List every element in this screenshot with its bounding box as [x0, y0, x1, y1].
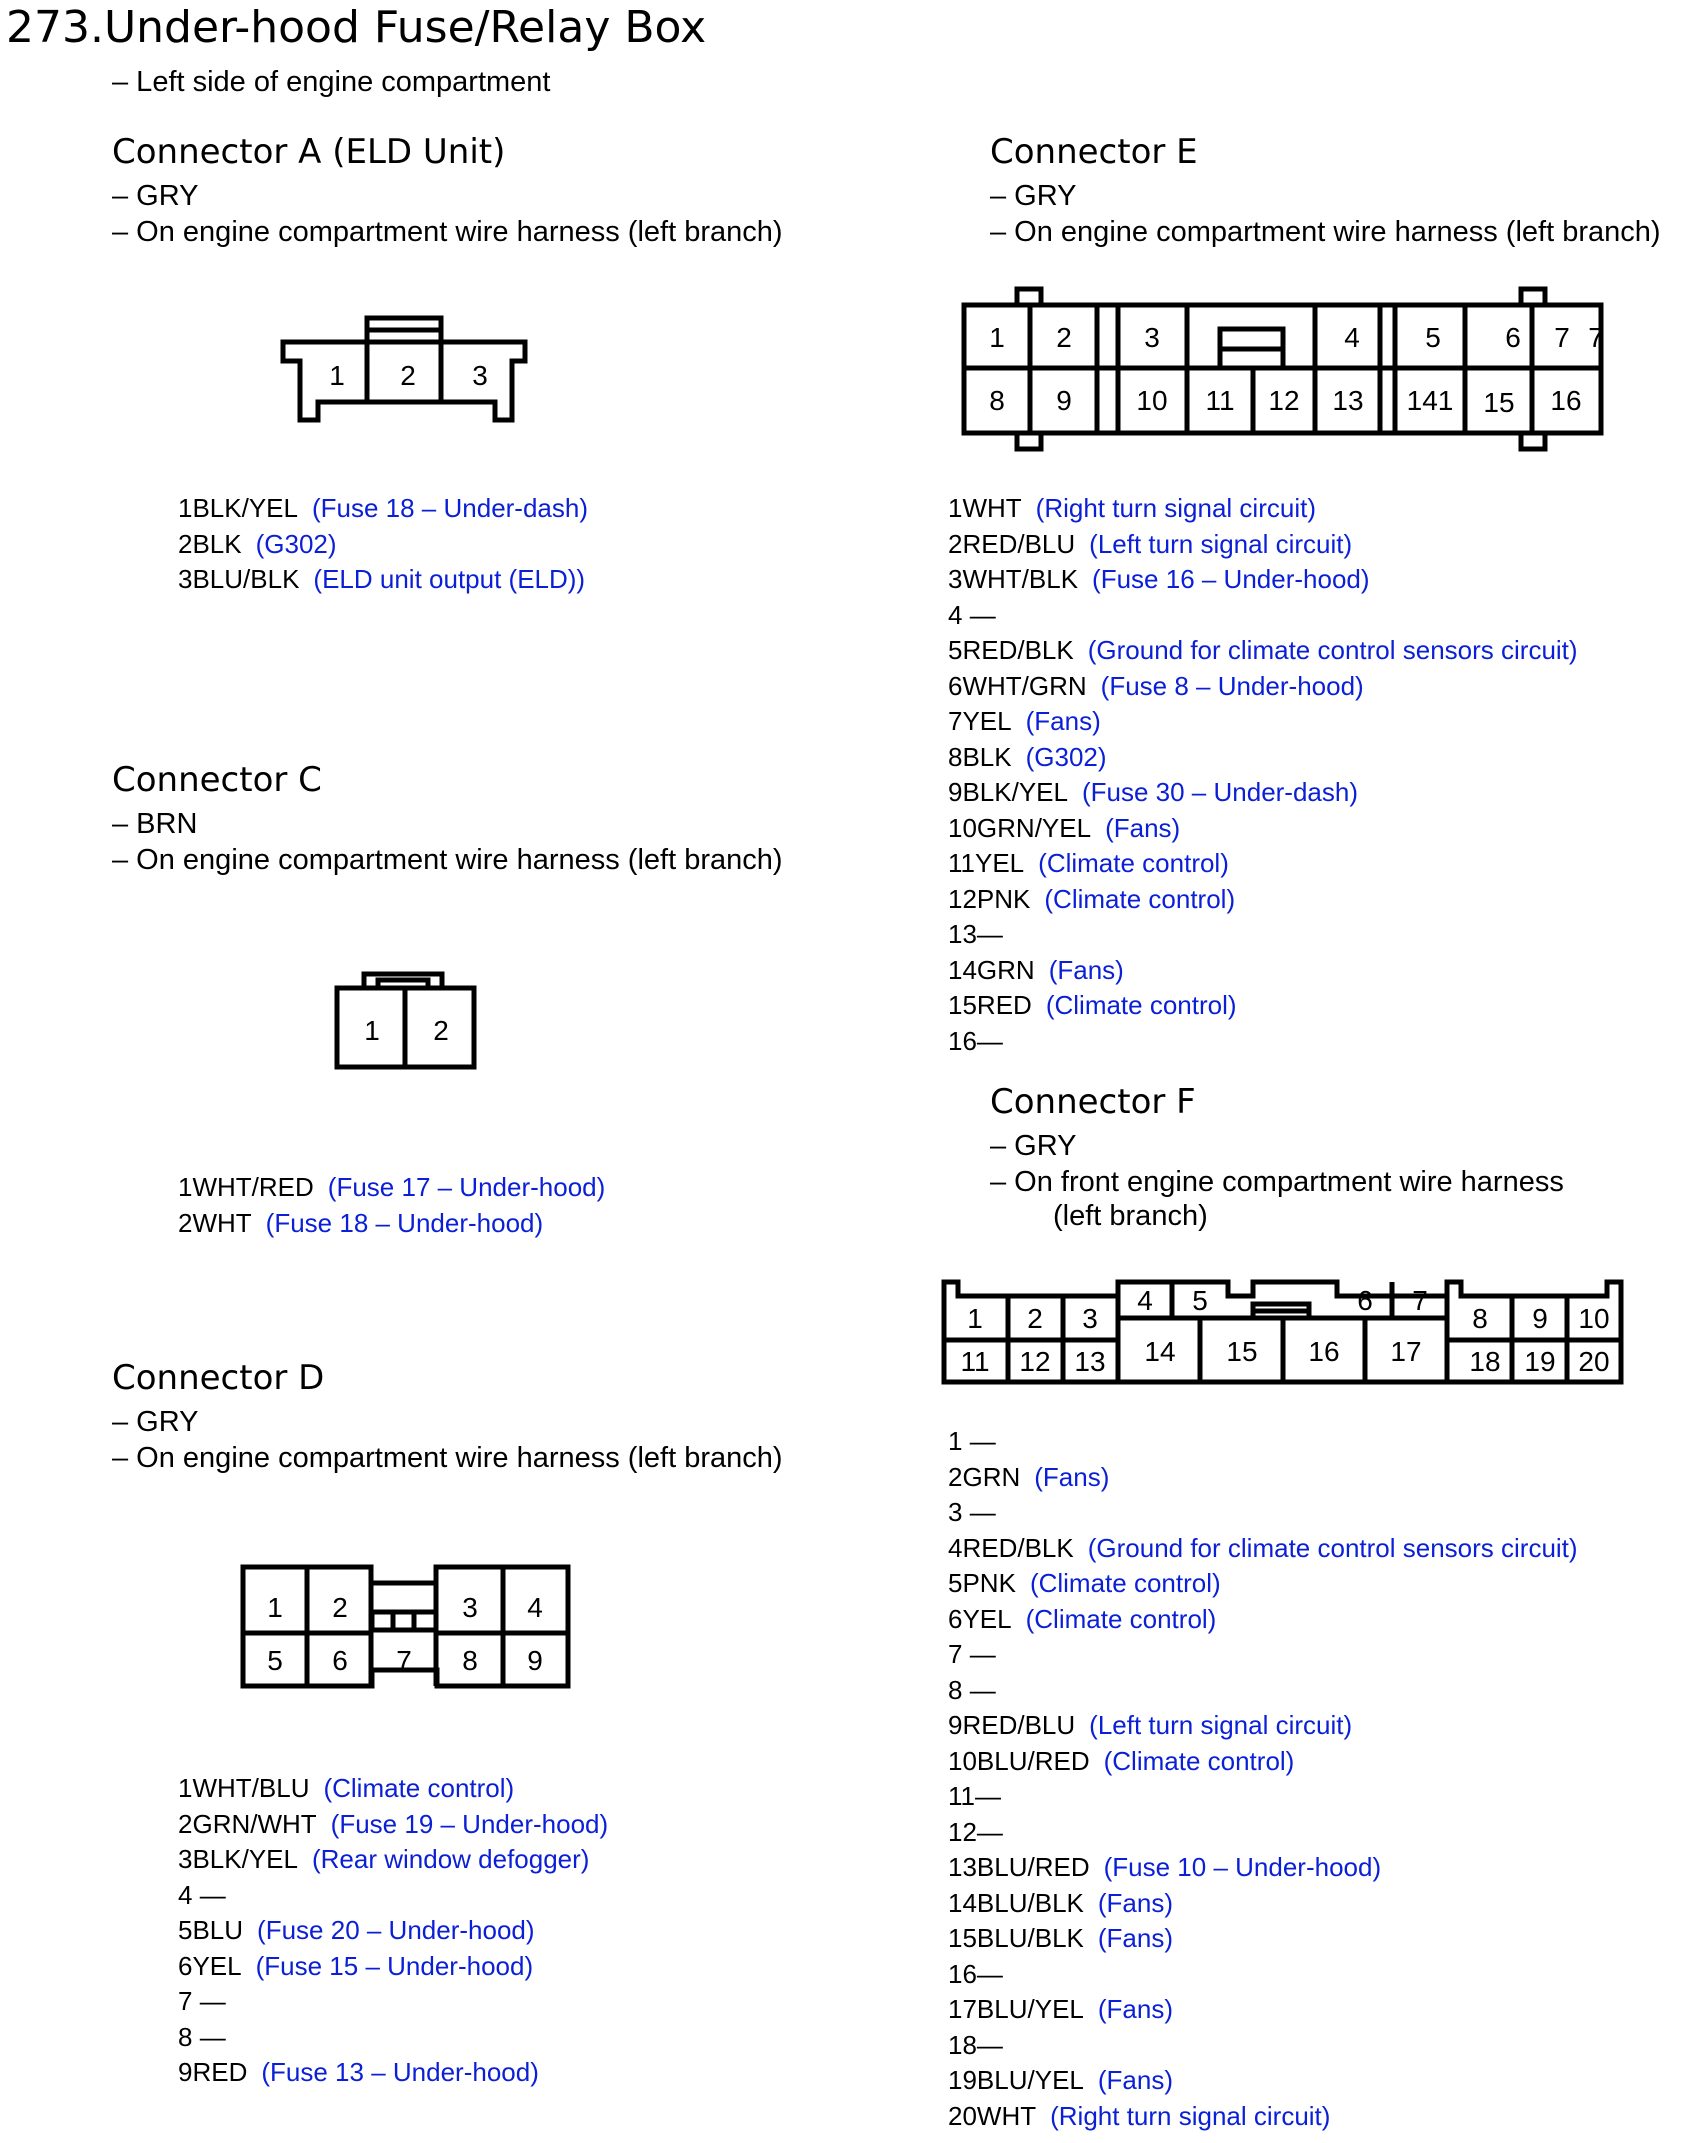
- pin-circuit-description: (Fuse 17 – Under-hood): [327, 1172, 606, 1202]
- pin-number: 14: [948, 954, 977, 985]
- pin-wire-color: BLK/YEL: [192, 493, 298, 523]
- pin-circuit-description: (Right turn signal circuit): [1035, 493, 1316, 523]
- pin-wire-color: RED: [976, 990, 1032, 1020]
- connector-e-cell-4: 4: [1344, 322, 1360, 353]
- pin-wire-color: RED/BLK: [962, 1532, 1074, 1563]
- page-title: 273.Under-hood Fuse/Relay Box: [6, 2, 707, 53]
- pin-wire-color: WHT: [976, 2100, 1037, 2131]
- pin-number: 7: [178, 1986, 200, 2016]
- connector-c-cell-1: 1: [364, 1015, 380, 1046]
- pin-wire-color: —: [199, 1879, 226, 1910]
- pin-circuit-description: (Fans): [1097, 1994, 1173, 2024]
- pin-wire-color: BLU/BLK: [976, 1887, 1084, 1918]
- pin-number: 10: [948, 812, 977, 843]
- connector-f-cell-9: 9: [1532, 1303, 1548, 1334]
- pin-number: 6: [948, 670, 963, 701]
- pin-circuit-description: (Fans): [1105, 812, 1181, 843]
- connector-e-cell-16: 16: [1550, 385, 1582, 416]
- pin-number: 10: [948, 1745, 977, 1776]
- pin-wire-color: —: [976, 1958, 1003, 1989]
- connector-e-cell-15: 15: [1483, 387, 1515, 418]
- connector-f-cell-4: 4: [1137, 1285, 1153, 1316]
- connector-d-cell-7: 7: [396, 1645, 412, 1676]
- pin-circuit-description: (Fuse 18 – Under-dash): [311, 493, 589, 523]
- pin-wire-color: WHT: [192, 1207, 252, 1238]
- pin-number: 4: [948, 1532, 963, 1563]
- pin-circuit-description: (Fans): [1097, 2065, 1173, 2095]
- connector-e-title: Connector E: [990, 132, 1198, 172]
- pin-wire-color: BLK: [192, 528, 242, 559]
- pin-circuit-description: (Climate control): [1045, 990, 1237, 1020]
- pin-number: 19: [948, 2065, 977, 2095]
- pin-number: 7: [948, 1639, 970, 1669]
- connector-f-cell-20: 20: [1578, 1346, 1610, 1377]
- connector-f-cell-3: 3: [1082, 1303, 1098, 1334]
- pin-number: 14: [948, 1887, 977, 1918]
- connector-d-cell-9: 9: [527, 1645, 543, 1676]
- pin-wire-color: GRN/YEL: [976, 812, 1092, 843]
- pin-number: 2: [178, 1808, 193, 1839]
- pin-wire-color: —: [975, 1781, 1001, 1811]
- connector-d-location: – On engine compartment wire harness (left branch): [112, 1442, 783, 1474]
- connector-d-cell-3: 3: [462, 1592, 478, 1623]
- connector-f-cell-1: 1: [967, 1303, 983, 1334]
- pin-number: 20: [948, 2100, 977, 2131]
- pin-number: 16: [948, 1025, 977, 1056]
- pin-number: 2: [948, 1461, 963, 1492]
- pin-circuit-description: (Fuse 20 – Under-hood): [257, 1915, 535, 1945]
- pin-wire-color: BLU/YEL: [976, 2065, 1084, 2095]
- pin-wire-color: RED/BLU: [962, 1710, 1076, 1740]
- pin-number: 1: [178, 1773, 193, 1803]
- pin-wire-color: YEL: [962, 1603, 1012, 1634]
- pin-wire-color: RED/BLK: [962, 635, 1074, 665]
- pin-circuit-description: (Fuse 19 – Under-hood): [330, 1808, 609, 1839]
- connector-f-cell-14: 14: [1144, 1336, 1176, 1367]
- connector-f-cell-12: 12: [1019, 1346, 1051, 1377]
- connector-c-cell-2: 2: [433, 1015, 449, 1046]
- pin-number: 6: [948, 1603, 963, 1634]
- pin-number: 5: [948, 1568, 963, 1598]
- pin-number: 12: [948, 1816, 977, 1847]
- pin-circuit-description: (Fuse 10 – Under-hood): [1103, 1852, 1382, 1882]
- pin-wire-color: YEL: [192, 1950, 242, 1981]
- pin-number: 2: [948, 528, 963, 559]
- pin-number: 15: [948, 990, 977, 1020]
- pin-number: 1: [948, 493, 963, 523]
- pin-wire-color: BLU/YEL: [976, 1994, 1084, 2024]
- pin-number: 13: [948, 1852, 977, 1882]
- pin-number: 4: [948, 599, 970, 630]
- pin-wire-color: WHT/RED: [192, 1172, 314, 1202]
- pin-circuit-description: (Left turn signal circuit): [1089, 1710, 1353, 1740]
- pin-number: 15: [948, 1923, 977, 1953]
- pin-circuit-description: (Fuse 30 – Under-dash): [1081, 777, 1359, 807]
- pin-circuit-description: (Fans): [1034, 1461, 1110, 1492]
- pin-wire-color: PNK: [962, 1568, 1016, 1598]
- connector-f-cell-2: 2: [1027, 1303, 1043, 1334]
- connector-f-cell-6: 6: [1357, 1285, 1373, 1316]
- pin-circuit-description: (Climate control): [323, 1773, 515, 1803]
- connector-e-diagram: [964, 289, 1604, 449]
- pin-number: 8: [948, 741, 963, 772]
- connector-e-cell-7b: 7: [1588, 322, 1604, 353]
- pin-wire-color: —: [969, 599, 996, 630]
- connector-c-diagram: [337, 974, 474, 1067]
- pin-wire-color: BLU/BLK: [192, 564, 300, 594]
- pin-wire-color: PNK: [976, 883, 1031, 914]
- connector-e-cell-3: 3: [1144, 322, 1160, 353]
- pin-circuit-description: (Ground for climate control sensors circuit): [1087, 635, 1578, 665]
- pin-number: 11: [948, 848, 975, 878]
- pin-circuit-description: (Climate control): [1103, 1745, 1295, 1776]
- pin-number: 1: [178, 1172, 193, 1202]
- connector-c-color: – BRN: [112, 808, 198, 840]
- pin-number: 9: [948, 777, 963, 807]
- pin-wire-color: YEL: [975, 848, 1025, 878]
- pin-circuit-description: (Fuse 16 – Under-hood): [1092, 564, 1370, 594]
- pin-number: 13: [948, 919, 977, 949]
- pin-wire-color: WHT: [962, 493, 1022, 523]
- pin-wire-color: RED/BLU: [962, 528, 1076, 559]
- connector-e-cell-5: 5: [1425, 322, 1441, 353]
- pin-wire-color: BLU/RED: [976, 1745, 1090, 1776]
- pin-number: 1: [178, 493, 193, 523]
- connector-e-cell-8: 8: [989, 385, 1005, 416]
- pin-number: 4: [178, 1879, 200, 1910]
- pin-number: 9: [948, 1710, 963, 1740]
- pin-wire-color: —: [976, 1025, 1003, 1056]
- pin-number: 17: [948, 1994, 977, 2024]
- pin-number: 6: [178, 1950, 193, 1981]
- connector-f-cell-17: 17: [1390, 1336, 1422, 1367]
- pin-number: 11: [948, 1781, 975, 1811]
- pin-number: 7: [948, 706, 963, 736]
- pin-circuit-description: (Fans): [1025, 706, 1101, 736]
- connector-f-location-cont: (left branch): [1053, 1200, 1208, 1232]
- pin-wire-color: GRN: [962, 1461, 1021, 1492]
- connector-e-cell-6: 6: [1505, 322, 1521, 353]
- connector-a-color: – GRY: [112, 180, 199, 212]
- pin-circuit-description: (Fuse 18 – Under-hood): [265, 1207, 544, 1238]
- pin-circuit-description: (G302): [1025, 741, 1107, 772]
- pin-circuit-description: (Fuse 15 – Under-hood): [255, 1950, 534, 1981]
- pin-circuit-description: (Climate control): [1038, 848, 1229, 878]
- pin-circuit-description: (Fans): [1097, 1923, 1173, 1953]
- connector-d-color: – GRY: [112, 1406, 199, 1438]
- connector-d-diagram: [243, 1567, 568, 1686]
- pin-wire-color: WHT/BLU: [192, 1773, 310, 1803]
- pin-wire-color: —: [199, 2021, 226, 2052]
- connector-f-cell-11: 11: [960, 1346, 990, 1377]
- pin-circuit-description: (Left turn signal circuit): [1089, 528, 1353, 559]
- page-subtitle: – Left side of engine compartment: [112, 66, 551, 98]
- connector-a-cell-1: 1: [329, 360, 345, 391]
- pin-number: 2: [178, 528, 193, 559]
- connector-f-cell-10: 10: [1578, 1303, 1610, 1334]
- pin-number: 18: [948, 2029, 977, 2060]
- pin-number: 5: [178, 1915, 193, 1945]
- connector-f-color: – GRY: [990, 1130, 1077, 1162]
- connector-e-cell-13: 13: [1332, 385, 1364, 416]
- pin-number: 16: [948, 1958, 977, 1989]
- connector-d-cell-8: 8: [462, 1645, 478, 1676]
- connector-e-cell-9: 9: [1056, 385, 1072, 416]
- pin-wire-color: —: [969, 1639, 996, 1669]
- connector-f-title: Connector F: [990, 1082, 1196, 1122]
- pin-circuit-description: (Fuse 8 – Under-hood): [1100, 670, 1364, 701]
- pin-number: 3: [178, 564, 193, 594]
- pin-circuit-description: (Climate control): [1025, 1603, 1217, 1634]
- connector-e-cell-2: 2: [1056, 322, 1072, 353]
- pin-wire-color: —: [969, 1497, 996, 1527]
- pin-wire-color: BLK/YEL: [962, 777, 1068, 807]
- pin-wire-color: —: [969, 1426, 996, 1456]
- pin-circuit-description: (Fuse 13 – Under-hood): [261, 2057, 539, 2087]
- connector-a-cell-3: 3: [472, 360, 488, 391]
- pin-number: 5: [948, 635, 963, 665]
- connector-d-cell-5: 5: [267, 1645, 283, 1676]
- pin-number: 3: [948, 564, 963, 594]
- pin-wire-color: BLU/BLK: [976, 1923, 1084, 1953]
- pin-number: 8: [178, 2021, 200, 2052]
- connector-d-cell-6: 6: [332, 1645, 348, 1676]
- pin-circuit-description: (Climate control): [1044, 883, 1236, 914]
- pin-circuit-description: (Right turn signal circuit): [1050, 2100, 1331, 2131]
- pin-wire-color: —: [976, 2029, 1003, 2060]
- pin-wire-color: WHT/BLK: [962, 564, 1079, 594]
- connector-f-cell-7: 7: [1412, 1285, 1428, 1316]
- pin-circuit-description: (Fans): [1048, 954, 1124, 985]
- pin-wire-color: BLU: [192, 1915, 244, 1945]
- connector-d-title: Connector D: [112, 1358, 325, 1398]
- connector-f-cell-18: 18: [1469, 1346, 1501, 1377]
- connector-d-cell-1: 1: [267, 1592, 283, 1623]
- pin-wire-color: BLU/RED: [976, 1852, 1090, 1882]
- pin-circuit-description: (Rear window defogger): [311, 1844, 590, 1874]
- connector-f-cell-19: 19: [1524, 1346, 1556, 1377]
- connector-c-title: Connector C: [112, 760, 322, 800]
- connector-f-cell-5: 5: [1192, 1285, 1208, 1316]
- connector-a-location: – On engine compartment wire harness (left branch): [112, 216, 783, 248]
- pin-circuit-description: (G302): [255, 528, 337, 559]
- connector-a-cell-2: 2: [400, 360, 416, 391]
- connector-f-cell-15: 15: [1226, 1336, 1258, 1367]
- connector-d-cell-4: 4: [527, 1592, 543, 1623]
- pin-wire-color: GRN/WHT: [192, 1808, 317, 1839]
- pin-number: 3: [178, 1844, 193, 1874]
- connector-e-color: – GRY: [990, 180, 1077, 212]
- connector-f-diagram: [944, 1282, 1621, 1382]
- pin-circuit-description: (Climate control): [1029, 1568, 1221, 1598]
- pin-wire-color: —: [969, 1674, 996, 1705]
- pin-circuit-description: (ELD unit output (ELD)): [313, 564, 586, 594]
- pin-wire-color: BLK: [962, 741, 1012, 772]
- pin-wire-color: WHT/GRN: [962, 670, 1087, 701]
- pin-wire-color: BLK/YEL: [192, 1844, 298, 1874]
- connector-e-cell-1: 1: [989, 322, 1005, 353]
- pin-wire-color: RED: [192, 2057, 248, 2087]
- connector-e-cell-10: 10: [1136, 385, 1168, 416]
- pin-wire-color: YEL: [962, 706, 1012, 736]
- pin-number: 3: [948, 1497, 970, 1527]
- connector-a-title: Connector A (ELD Unit): [112, 132, 506, 172]
- connector-f-cell-16: 16: [1308, 1336, 1340, 1367]
- connector-f-location: – On front engine compartment wire harness: [990, 1166, 1564, 1198]
- pin-number: 8: [948, 1674, 970, 1705]
- pin-wire-color: —: [976, 919, 1003, 949]
- connector-e-cell-14: 141: [1406, 385, 1454, 416]
- pin-number: 2: [178, 1207, 193, 1238]
- connector-f-cell-8: 8: [1472, 1303, 1488, 1334]
- connector-e-cell-7: 7: [1554, 322, 1570, 353]
- connector-e-location: – On engine compartment wire harness (left branch): [990, 216, 1661, 248]
- pin-number: 12: [948, 883, 977, 914]
- pin-number: 1: [948, 1426, 970, 1456]
- connector-a-diagram: [283, 318, 525, 420]
- pin-circuit-description: (Fans): [1097, 1887, 1173, 1918]
- pin-wire-color: —: [976, 1816, 1003, 1847]
- connector-f-cell-13: 13: [1074, 1346, 1106, 1377]
- pin-wire-color: —: [199, 1986, 226, 2016]
- connector-d-cell-2: 2: [332, 1592, 348, 1623]
- pin-wire-color: GRN: [976, 954, 1035, 985]
- pin-circuit-description: (Ground for climate control sensors circuit): [1087, 1532, 1578, 1563]
- connector-e-cell-12: 12: [1268, 385, 1300, 416]
- pin-number: 9: [178, 2057, 193, 2087]
- connector-e-cell-11: 11: [1205, 385, 1235, 416]
- connector-c-location: – On engine compartment wire harness (left branch): [112, 844, 783, 876]
